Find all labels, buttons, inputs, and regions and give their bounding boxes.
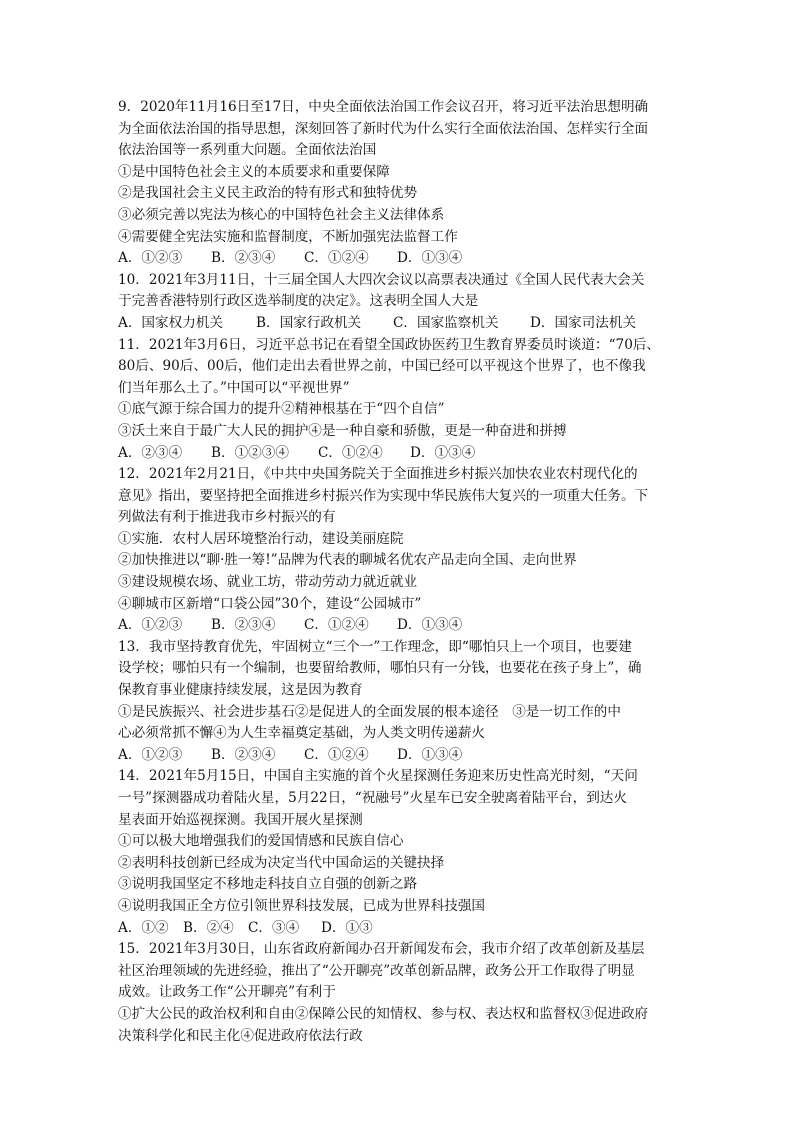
choice-c: C．①②④ xyxy=(304,250,369,267)
choice-b: B．国家行政机关 xyxy=(256,314,362,331)
statement-1: ①是中国特色社会主义的本质要求和重要保障 xyxy=(118,163,390,180)
statements: ①是民族振兴、社会进步基石②是促进人的全面发展的根本途径 ③是一切工作的中 xyxy=(118,703,621,720)
question-text: 11．2021年3月6日，习近平总书记在看望全国政协医药卫生教育界委员时谈道：“70后、 xyxy=(118,336,661,353)
choice-b: B．②④ xyxy=(183,919,234,936)
question-12 xyxy=(118,464,678,637)
statement-1: ①可以极大地增强我们的爱国情感和民族自信心 xyxy=(118,833,404,850)
question-text: 13．我市坚持教育优先，牢固树立“三个一”工作理念，即“哪怕只上一个项目，也要建 xyxy=(118,638,632,655)
choice-c: C．①②④ xyxy=(304,617,369,634)
choice-b: B．②③④ xyxy=(211,250,276,267)
question-text: 们当年那么土了。”中国可以“平视世界” xyxy=(118,379,350,396)
question-13 xyxy=(118,637,678,767)
question-text: 14．2021年5月15日，中国自主实施的首个火星探测任务迎来历史性高光时刻，“天问 xyxy=(118,768,638,785)
answer-choices xyxy=(118,443,678,465)
answer-choices xyxy=(118,745,678,767)
choice-b: B．②③④ xyxy=(211,746,276,763)
choice-a: A．①② xyxy=(118,919,169,936)
choice-c: C．①②④ xyxy=(318,444,383,461)
statement-3: ③必须完善以宪法为核心的中国特色社会主义法律体系 xyxy=(118,206,445,223)
choice-a: A．②③④ xyxy=(118,444,183,461)
choice-d: D．国家司法机关 xyxy=(530,314,637,331)
statement-1: ①实施．农村人居环境整治行动，建设美丽庭院 xyxy=(118,530,404,547)
statement-2: ②是我国社会主义民主政治的特有形式和独特优势 xyxy=(118,185,418,202)
question-text: 意见》指出，要坚持把全面推进乡村振兴作为实现中华民族伟大复兴的一项重大任务。下 xyxy=(118,487,649,504)
choice-d: D．①③④ xyxy=(397,250,463,267)
answer-choices xyxy=(118,615,678,637)
choice-a: A．国家权力机关 xyxy=(118,314,223,331)
question-text: 成效。让政务工作“公开聊亮”有利于 xyxy=(118,984,336,1001)
choice-d: D．①③④ xyxy=(397,746,463,763)
choice-b: B．②③④ xyxy=(211,617,276,634)
statement-3: ③说明我国坚定不移地走科技自立自强的创新之路 xyxy=(118,876,418,893)
question-14 xyxy=(118,766,678,939)
question-11 xyxy=(118,335,678,465)
question-9 xyxy=(118,97,678,270)
statement-3: ③建设规模农场、就业工坊，带动劳动力就近就业 xyxy=(118,574,418,591)
statements: 心必须常抓不懈④为人生幸福奠定基础，为人类文明传递薪火 xyxy=(118,725,486,742)
question-15 xyxy=(118,939,678,1047)
statement-4: ④需要健全宪法实施和监督制度，不断加强宪法监督工作 xyxy=(118,228,458,245)
question-text: 依法治国等一系列重大问题。全面依法治国 xyxy=(118,142,377,159)
question-text: 设学校；哪怕只有一个编制，也要留给教师，哪怕只有一分钱，也要花在孩子身上”，确 xyxy=(118,660,642,677)
question-text: 12．2021年2月21日，《中共中央国务院关于全面推进乡村振兴加快农业农村现代化的 xyxy=(118,466,638,483)
statements: ①扩大公民的政治权利和自由②保障公民的知情权、参与权、表达权和监督权③促进政府 xyxy=(118,1005,649,1022)
exam-page xyxy=(118,97,678,1047)
choice-d: D．①③④ xyxy=(410,444,476,461)
statement-3-4: ③沃土来自于最广大人民的拥护④是一种自豪和骄傲，更是一种奋进和拼搏 xyxy=(118,422,567,439)
question-text: 保教育事业健康持续发展，这是因为教育 xyxy=(118,682,363,699)
question-text: 星表面开始巡视探测。我国开展火星探测 xyxy=(118,811,363,828)
choice-d: D．①③④ xyxy=(397,617,463,634)
answer-choices xyxy=(118,248,678,270)
question-text: 9．2020年11月16日至17日，中央全面依法治国工作会议召开，将习近平法治思想明确 xyxy=(118,99,649,115)
question-10 xyxy=(118,270,678,335)
statement-4: ④说明我国正全方位引领世界科技发展，已成为世界科技强国 xyxy=(118,897,486,914)
statement-1-2: ①底气源于综合国力的提升②精神根基在于“四个自信” xyxy=(118,401,445,418)
question-text: 10．2021年3月11日，十三届全国人大四次会议以高票表决通过《全国人民代表大会关 xyxy=(118,271,645,288)
question-text: 社区治理领域的先进经验，推出了“公开聊亮”改革创新品牌，政务公开工作取得了明显 xyxy=(118,962,635,979)
question-text: 一号”探测器成功着陆火星，5月22日，“祝融号”火星车已安全驶离着陆平台，到达火 xyxy=(118,790,627,806)
choice-b: B．①②③④ xyxy=(211,444,289,461)
choice-c: C．③④ xyxy=(248,919,300,936)
statement-4: ④聊城市区新增“口袋公园”30个，建设“公园城市” xyxy=(118,595,422,612)
choice-a: A．①②③ xyxy=(118,746,183,763)
question-text: 15．2021年3月30日，山东省政府新闻办召开新闻发布会，我市介绍了改革创新及基层 xyxy=(118,941,645,958)
question-text: 列做法有利于推进我市乡村振兴的有 xyxy=(118,509,336,526)
question-text: 为全面依法治国的指导思想，深刻回答了新时代为什么实行全面依法治国、怎样实行全面 xyxy=(118,120,649,137)
choice-d: D．①③ xyxy=(321,919,373,936)
choice-c: C．国家监察机关 xyxy=(393,314,499,331)
choice-a: A．①②③ xyxy=(118,250,183,267)
statement-2: ②加快推进以“聊·胜一筹!”品牌为代表的聊城名优农产品走向全国、走向世界 xyxy=(118,552,577,569)
answer-choices xyxy=(118,918,678,940)
answer-choices xyxy=(118,313,678,335)
choice-c: C．①②④ xyxy=(304,746,369,763)
statements: 决策科学化和民主化④促进政府依法行政 xyxy=(118,1027,363,1044)
statement-2: ②表明科技创新已经成为决定当代中国命运的关键抉择 xyxy=(118,854,445,871)
question-text: 80后、90后、00后，他们走出去看世界之前，中国已经可以平视这个世界了，也不像我 xyxy=(118,358,646,375)
choice-a: A．①②③ xyxy=(118,617,183,634)
question-text: 于完善香港特别行政区选举制度的决定》。这表明全国人大是 xyxy=(118,293,479,310)
